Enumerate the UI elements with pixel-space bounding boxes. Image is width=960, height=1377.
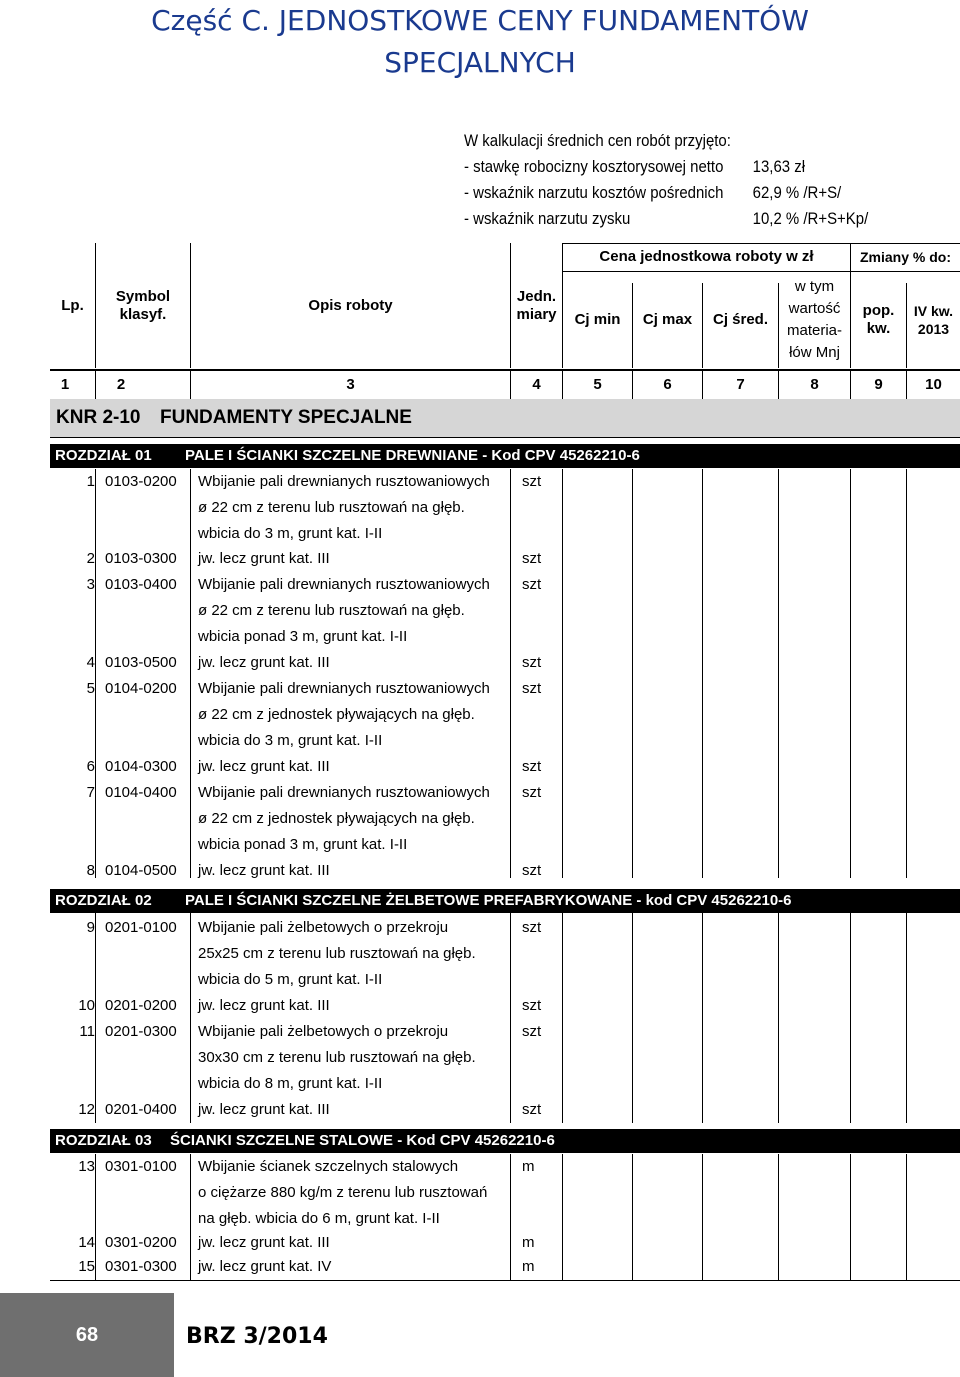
header-lp: Lp. (61, 296, 84, 314)
section-header (50, 444, 960, 468)
assumption-value: 10,2 % /R+S+Kp/ (752, 209, 869, 228)
assumption-value: 62,9 % /R+S/ (752, 183, 842, 202)
header-iv-kw: IV kw. 2013 (913, 303, 954, 337)
table-row: 15 0301-0300 jw. lecz grunt kat. IV m (78, 1258, 535, 1275)
table-row: ø 22 cm z terenu lub rusztowań na głęb. (198, 602, 465, 619)
header-cena-group: Cena jednostkowa roboty w zł (599, 248, 814, 265)
header-pop-kw: pop. kw. (862, 302, 895, 337)
header-w-tym: w tym wartość materia- łów Mnj (786, 278, 842, 361)
header-cj-max: Cj max (642, 311, 693, 328)
column-number: 8 (810, 376, 819, 393)
section-title: ŚCIANKI SZCZELNE STALOWE - Kod CPV 45262210-6 (170, 1132, 555, 1149)
column-number: 6 (663, 376, 672, 393)
section-code: ROZDZIAŁ 01 (55, 447, 152, 464)
knr-band (50, 399, 960, 438)
header-cj-min: Cj min (574, 311, 621, 328)
table-row: 11 0201-0300 Wbijanie pali żelbetowych o przekroju szt (79, 1023, 542, 1040)
table-row: 7 0104-0400 Wbijanie pali drewnianych rusztowaniowych szt (86, 784, 542, 801)
table-row: wbicia do 8 m, grunt kat. I-II (198, 1075, 383, 1092)
title-line-2: SPECJALNYCH (384, 46, 576, 79)
table-row: ø 22 cm z jednostek pływających na głęb. (198, 810, 475, 827)
assumptions-intro: W kalkulacji średnich cen robót przyjęto: (464, 131, 731, 150)
assumption-row (464, 206, 895, 232)
knr-name: FUNDAMENTY SPECJALNE (160, 407, 412, 428)
table-row: 12 0201-0400 jw. lecz grunt kat. III szt (78, 1101, 542, 1118)
column-number: 3 (346, 376, 355, 393)
table-row: wbicia do 3 m, grunt kat. I-II (198, 732, 383, 749)
section-header (50, 1129, 960, 1153)
table-row: 5 0104-0200 Wbijanie pali drewnianych rusztowaniowych szt (86, 680, 542, 697)
table-row: 4 0103-0500 jw. lecz grunt kat. III szt (86, 654, 542, 671)
section-code: ROZDZIAŁ 02 (55, 892, 152, 909)
header-symbol: Symbol klasyf. (115, 287, 171, 323)
table-row: wbicia ponad 3 m, grunt kat. I-II (198, 836, 408, 853)
assumption-row (464, 154, 895, 180)
column-number: 5 (593, 376, 602, 393)
assumption-label: - wskaźnik narzutu zysku (464, 209, 631, 228)
column-number: 1 (60, 376, 70, 393)
section-code: ROZDZIAŁ 03 (55, 1132, 152, 1149)
header-opis: Opis roboty (308, 296, 393, 314)
column-number: 2 (116, 376, 126, 393)
table-row: 30x30 cm z terenu lub rusztowań na głęb. (198, 1049, 476, 1066)
table-row: wbicia do 5 m, grunt kat. I-II (198, 971, 383, 988)
table-row: ø 22 cm z terenu lub rusztowań na głęb. (198, 499, 465, 516)
assumptions-block (464, 128, 895, 232)
table-row: 25x25 cm z terenu lub rusztowań na głęb. (198, 945, 476, 962)
table-row: 14 0301-0200 jw. lecz grunt kat. III m (78, 1234, 535, 1251)
table-row: wbicia ponad 3 m, grunt kat. I-II (198, 628, 408, 645)
table-row: o ciężarze 880 kg/m z terenu lub rusztowań (198, 1184, 488, 1201)
table-row: 6 0104-0300 jw. lecz grunt kat. III szt (86, 758, 542, 775)
assumption-row (464, 180, 895, 206)
assumption-value: 13,63 zł (752, 157, 806, 176)
header-cj-sred: Cj śred. (712, 311, 769, 328)
table-row: 8 0104-0500 jw. lecz grunt kat. III szt (86, 862, 542, 879)
table-row: 13 0301-0100 Wbijanie ścianek szczelnych stalowych m (78, 1158, 535, 1175)
column-number: 7 (736, 376, 745, 393)
header-jedn: Jedn. miary (516, 287, 557, 323)
column-number: 4 (532, 376, 541, 393)
issue-label: BRZ 3/2014 (186, 1324, 328, 1349)
section-title: PALE I ŚCIANKI SZCZELNE ŻELBETOWE PREFABRYKOWANE - kod CPV 45262210-6 (185, 892, 792, 909)
section-header (50, 889, 960, 913)
page-title (0, 0, 960, 84)
table-row: 9 0201-0100 Wbijanie pali żelbetowych o przekroju szt (86, 919, 542, 936)
header-zmiany-group: Zmiany % do: (859, 249, 951, 265)
table-row: wbicia do 3 m, grunt kat. I-II (198, 525, 383, 542)
section-title: PALE I ŚCIANKI SZCZELNE DREWNIANE - Kod CPV 45262210-6 (185, 447, 640, 464)
column-number-row (50, 369, 960, 401)
title-line-1: Część C. JEDNOSTKOWE CENY FUNDAMENTÓW (151, 4, 809, 37)
column-number: 9 (874, 376, 883, 393)
table-row: na głęb. wbicia do 6 m, grunt kat. I-II (198, 1210, 440, 1227)
column-number: 10 (925, 376, 942, 393)
page-number: 68 (0, 1293, 174, 1377)
table-row: 10 0201-0200 jw. lecz grunt kat. III szt (78, 997, 542, 1014)
table-row: 2 0103-0300 jw. lecz grunt kat. III szt (86, 550, 542, 567)
assumption-label: - wskaźnik narzutu kosztów pośrednich (464, 183, 724, 202)
table-row: 1 0103-0200 Wbijanie pali drewnianych rusztowaniowych szt (86, 473, 542, 490)
table-row: 3 0103-0400 Wbijanie pali drewnianych rusztowaniowych szt (86, 576, 542, 593)
table-row: ø 22 cm z jednostek pływających na głęb. (198, 706, 475, 723)
knr-code: KNR 2-10 (56, 407, 141, 428)
assumption-label: - stawkę robocizny kosztorysowej netto (464, 157, 724, 176)
table-column-header (50, 243, 960, 368)
